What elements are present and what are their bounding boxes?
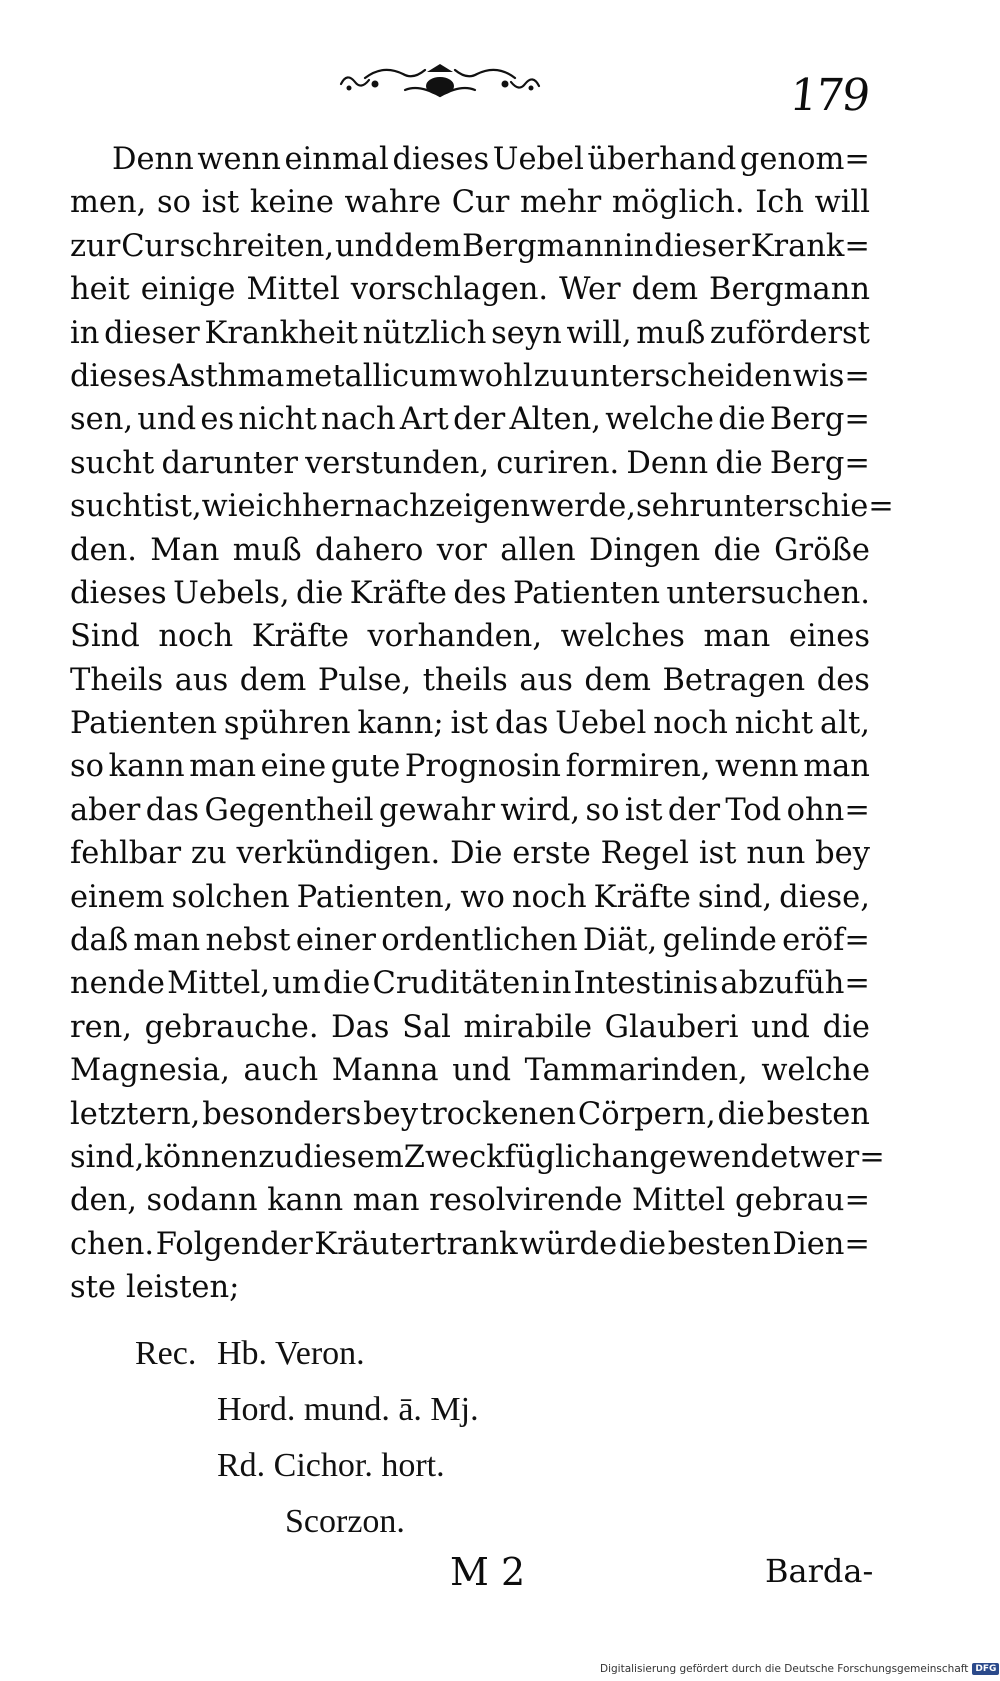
word: das — [145, 792, 200, 828]
text-line — [70, 485, 894, 528]
text-line — [70, 1006, 870, 1049]
word: Patienten, — [296, 879, 454, 915]
word: formiren, — [565, 749, 711, 785]
word: angewendet — [611, 1139, 801, 1175]
word: verstunden, — [305, 445, 490, 481]
word: zuförderst — [709, 315, 870, 351]
word: auch — [243, 1053, 319, 1089]
word: zeigen — [428, 489, 530, 525]
word: die — [715, 445, 763, 481]
word: Zweck — [403, 1139, 505, 1175]
word: dem — [239, 662, 307, 698]
word: dem — [584, 662, 651, 698]
word: Cur — [451, 185, 510, 221]
word: sind, — [70, 1139, 145, 1175]
word: Folgender — [155, 1226, 313, 1262]
word: eröf= — [782, 923, 870, 959]
word: Kräutertrank — [314, 1226, 518, 1262]
word: men, — [70, 185, 147, 221]
word: sehr — [635, 489, 704, 525]
word: die — [618, 1226, 667, 1262]
word: die — [713, 532, 761, 568]
word: theils — [422, 662, 508, 698]
recipe-item: Scorzon. — [285, 1503, 405, 1540]
text-line — [70, 181, 870, 224]
word: nende — [70, 966, 165, 1002]
word: Dien= — [772, 1226, 870, 1262]
word: eines — [788, 619, 870, 655]
word: und — [452, 1053, 512, 1089]
word: unterscheiden — [570, 358, 792, 394]
word: Manna — [331, 1053, 439, 1089]
word: Cur — [121, 228, 179, 264]
word: aus — [519, 662, 573, 698]
word: überhand — [587, 142, 737, 177]
word: nach — [321, 402, 396, 438]
word: wo — [460, 879, 505, 915]
text-line — [70, 702, 870, 745]
word: Tammarinden, — [524, 1053, 748, 1089]
word: besten — [667, 1226, 771, 1262]
word: wird, — [500, 792, 581, 828]
word: dieses — [392, 142, 490, 177]
word: kann — [267, 1183, 344, 1219]
word: bey — [363, 1096, 418, 1132]
text-line — [70, 312, 870, 355]
word: werde, — [529, 489, 636, 525]
word: zu — [190, 836, 227, 872]
word: ohn= — [786, 792, 870, 828]
word: gewahr — [378, 792, 496, 828]
word: die — [295, 575, 344, 611]
word: ordentlichen — [381, 923, 578, 959]
word: Die — [450, 836, 503, 872]
word: diese, — [779, 879, 870, 915]
word: allen — [500, 532, 576, 568]
word: man — [352, 1183, 420, 1219]
word: den. — [70, 532, 137, 568]
word: zu — [258, 1139, 294, 1175]
word: abzufüh= — [720, 966, 870, 1002]
word: chen. — [70, 1226, 155, 1262]
text-line — [70, 789, 870, 832]
word: man — [189, 749, 256, 785]
word: wis= — [792, 358, 870, 394]
word: Intestinis — [573, 966, 719, 1002]
word: spühren — [223, 706, 351, 742]
text-line — [70, 268, 870, 311]
word: dem — [631, 272, 699, 308]
word: trockenen — [419, 1096, 576, 1132]
dfg-logo: DFG — [972, 1663, 999, 1675]
word: sodann — [146, 1183, 258, 1219]
text-line — [70, 615, 870, 658]
word: gebrau= — [734, 1183, 870, 1219]
text-line — [70, 745, 870, 788]
signature-mark: M 2 — [450, 1550, 526, 1594]
word: dahero — [315, 532, 424, 568]
word: eine — [260, 749, 327, 785]
word: Cörpern, — [577, 1096, 716, 1132]
text-line — [70, 442, 870, 485]
word: des — [816, 662, 870, 698]
word: der — [667, 792, 721, 828]
body-text — [70, 138, 894, 1310]
word: den, — [70, 1183, 137, 1219]
word: besonders — [202, 1096, 362, 1132]
word: ich — [255, 489, 303, 525]
word: man — [703, 619, 771, 655]
word: Bergmann — [709, 272, 870, 308]
word: die — [718, 402, 766, 438]
text-line — [70, 1049, 870, 1092]
text-line — [70, 1136, 885, 1179]
word: Größe — [774, 532, 870, 568]
word: und — [334, 228, 394, 264]
word: unterschie= — [703, 489, 894, 525]
word: einmal — [284, 142, 389, 177]
word: in — [541, 966, 572, 1002]
word: Prognosin — [404, 749, 561, 785]
word: Berg= — [769, 445, 870, 481]
word: zur — [70, 228, 121, 264]
word: diesem — [293, 1139, 404, 1175]
word: dieses — [70, 358, 167, 394]
word: wenn — [197, 142, 281, 177]
word: des — [453, 575, 507, 611]
word: vor — [436, 532, 487, 568]
word: Denn — [626, 445, 709, 481]
word: Magnesia, — [70, 1053, 230, 1089]
text-line — [70, 876, 870, 919]
word: Denn — [112, 142, 194, 177]
word: keine — [249, 185, 334, 221]
word: aus — [174, 662, 229, 698]
word: Wer — [559, 272, 621, 308]
word: daß — [70, 923, 129, 959]
word: zu — [533, 358, 570, 394]
word: ist — [624, 792, 663, 828]
word: ist — [450, 706, 489, 742]
word: sen, — [70, 402, 134, 438]
word: Das — [331, 1009, 390, 1045]
word: ist — [201, 185, 240, 221]
word: curiren. — [496, 445, 620, 481]
word: metallicum — [285, 358, 458, 394]
word: noch — [653, 706, 728, 742]
word: will — [814, 185, 870, 221]
word: die — [323, 966, 371, 1002]
word: in — [623, 228, 654, 264]
word: alt, — [820, 706, 870, 742]
word: Gegentheil — [204, 792, 374, 828]
recipe-item: Rd. Cichor. hort. — [217, 1447, 445, 1484]
word: Asthma — [167, 358, 285, 394]
word: die — [717, 1096, 765, 1132]
word: Pulse, — [317, 662, 412, 698]
word: Uebel — [555, 706, 647, 742]
page-number: 179 — [787, 70, 871, 121]
text-line — [70, 1266, 870, 1309]
word: Mittel — [246, 272, 340, 308]
word: Art — [399, 402, 449, 438]
word: nicht — [238, 402, 317, 438]
word: möglich. — [611, 185, 745, 221]
text-line — [70, 832, 870, 875]
word: vorhanden, — [367, 619, 543, 655]
word: dem — [394, 228, 462, 264]
word: Berg= — [769, 402, 870, 438]
text-line — [70, 355, 870, 398]
word: Uebel — [492, 142, 584, 177]
word: Betragen — [662, 662, 806, 698]
word: wenn — [715, 749, 799, 785]
text-line — [70, 529, 870, 572]
word: nun — [746, 836, 806, 872]
footer-text: Digitalisierung gefördert durch die Deutsche Forschungsgemeinschaft — [600, 1663, 969, 1675]
text-line — [70, 1093, 870, 1136]
word: die — [822, 1009, 870, 1045]
word: Regel — [600, 836, 689, 872]
word: welche — [605, 402, 714, 438]
word: solchen — [171, 879, 290, 915]
word: genom= — [739, 142, 870, 177]
word: heit — [70, 272, 130, 308]
word: Diät, — [582, 923, 658, 959]
word: leisten; — [125, 1270, 240, 1306]
text-line — [70, 962, 870, 1005]
word: Mittel — [632, 1183, 726, 1219]
word: Krank= — [750, 228, 870, 264]
catchword: Barda- — [765, 1552, 874, 1590]
text-line — [70, 138, 870, 181]
word: besten — [766, 1096, 870, 1132]
recipe-item: Hord. mund. ā. Mj. — [217, 1391, 479, 1428]
word: so — [585, 792, 620, 828]
word: hernach — [302, 489, 429, 525]
word: Kräfte — [593, 879, 691, 915]
word: ren, — [70, 1009, 132, 1045]
word: kann — [108, 749, 185, 785]
word: in — [70, 315, 100, 351]
word: mehr — [519, 185, 602, 221]
word: aber — [70, 792, 141, 828]
word: resolvirende — [429, 1183, 623, 1219]
word: ste — [70, 1270, 116, 1306]
recipe-item: Hb. Veron. — [217, 1335, 365, 1372]
word: wohl — [458, 358, 533, 394]
word: Patienten — [70, 706, 217, 742]
word: noch — [511, 879, 587, 915]
word: vorschlagen. — [350, 272, 549, 308]
word: bey — [815, 836, 870, 872]
word: so — [70, 749, 105, 785]
word: gebrauche. — [144, 1009, 319, 1045]
word: Alten, — [509, 402, 601, 438]
text-line — [70, 1223, 870, 1266]
word: Patienten — [512, 575, 660, 611]
word: das — [495, 706, 549, 742]
word: Dingen — [589, 532, 701, 568]
word: man — [133, 923, 201, 959]
word: Krankheit — [204, 315, 358, 351]
word: Mittel, — [167, 966, 271, 1002]
text-line — [70, 398, 870, 441]
word: können — [144, 1139, 259, 1175]
word: sind, — [697, 879, 773, 915]
word: Cruditäten — [372, 966, 540, 1002]
word: Tod — [725, 792, 782, 828]
word: welches — [560, 619, 685, 655]
word: Man — [150, 532, 220, 568]
word: fehlbar — [70, 836, 182, 872]
word: sucht — [70, 489, 155, 525]
word: nicht — [734, 706, 814, 742]
recipe-label: Rec. — [135, 1335, 197, 1372]
word: und — [137, 402, 197, 438]
word: Bergmann — [462, 228, 623, 264]
word: muß — [232, 532, 302, 568]
word: einem — [70, 879, 165, 915]
word: füglich — [504, 1139, 612, 1175]
word: untersuchen. — [666, 575, 870, 611]
word: Uebels, — [173, 575, 290, 611]
word: gelinde — [662, 923, 777, 959]
word: sucht — [70, 445, 155, 481]
word: verkündigen. — [236, 836, 441, 872]
word: wer= — [800, 1139, 885, 1175]
text-line — [70, 659, 870, 702]
text-line — [70, 919, 870, 962]
word: muß — [636, 315, 706, 351]
word: letztern, — [70, 1096, 201, 1132]
word: seyn — [491, 315, 562, 351]
word: Kräfte — [349, 575, 447, 611]
text-line — [70, 225, 870, 268]
word: Sal — [402, 1009, 451, 1045]
word: der — [453, 402, 506, 438]
word: ist, — [154, 489, 202, 525]
word: Glauberi — [604, 1009, 739, 1045]
word: dieses — [70, 575, 167, 611]
word: man — [803, 749, 870, 785]
word: Ich — [755, 185, 804, 221]
word: gute — [330, 749, 401, 785]
word: würde — [519, 1226, 618, 1262]
word: einige — [140, 272, 236, 308]
word: und — [751, 1009, 810, 1045]
word: welche — [761, 1053, 870, 1089]
digitization-footer — [600, 1661, 999, 1677]
word: will, — [566, 315, 632, 351]
word: schreiten, — [179, 228, 335, 264]
word: einer — [295, 923, 376, 959]
word: dieser — [104, 315, 200, 351]
word: Theils — [70, 662, 164, 698]
word: noch — [158, 619, 234, 655]
word: nützlich — [362, 315, 487, 351]
word: mirabile — [463, 1009, 593, 1045]
word: Sind — [70, 619, 140, 655]
word: dieser — [654, 228, 750, 264]
word: so — [156, 185, 191, 221]
word: darunter — [161, 445, 298, 481]
word: wahre — [344, 185, 442, 221]
word: kann; — [357, 706, 444, 742]
word: es — [200, 402, 235, 438]
word: wie — [201, 489, 256, 525]
decorative-ornament — [335, 60, 545, 102]
text-line — [70, 572, 870, 615]
word: erste — [512, 836, 591, 872]
word: nebst — [205, 923, 291, 959]
word: Kräfte — [251, 619, 349, 655]
text-line — [70, 1179, 870, 1222]
word: um — [272, 966, 321, 1002]
word: ist — [698, 836, 737, 872]
